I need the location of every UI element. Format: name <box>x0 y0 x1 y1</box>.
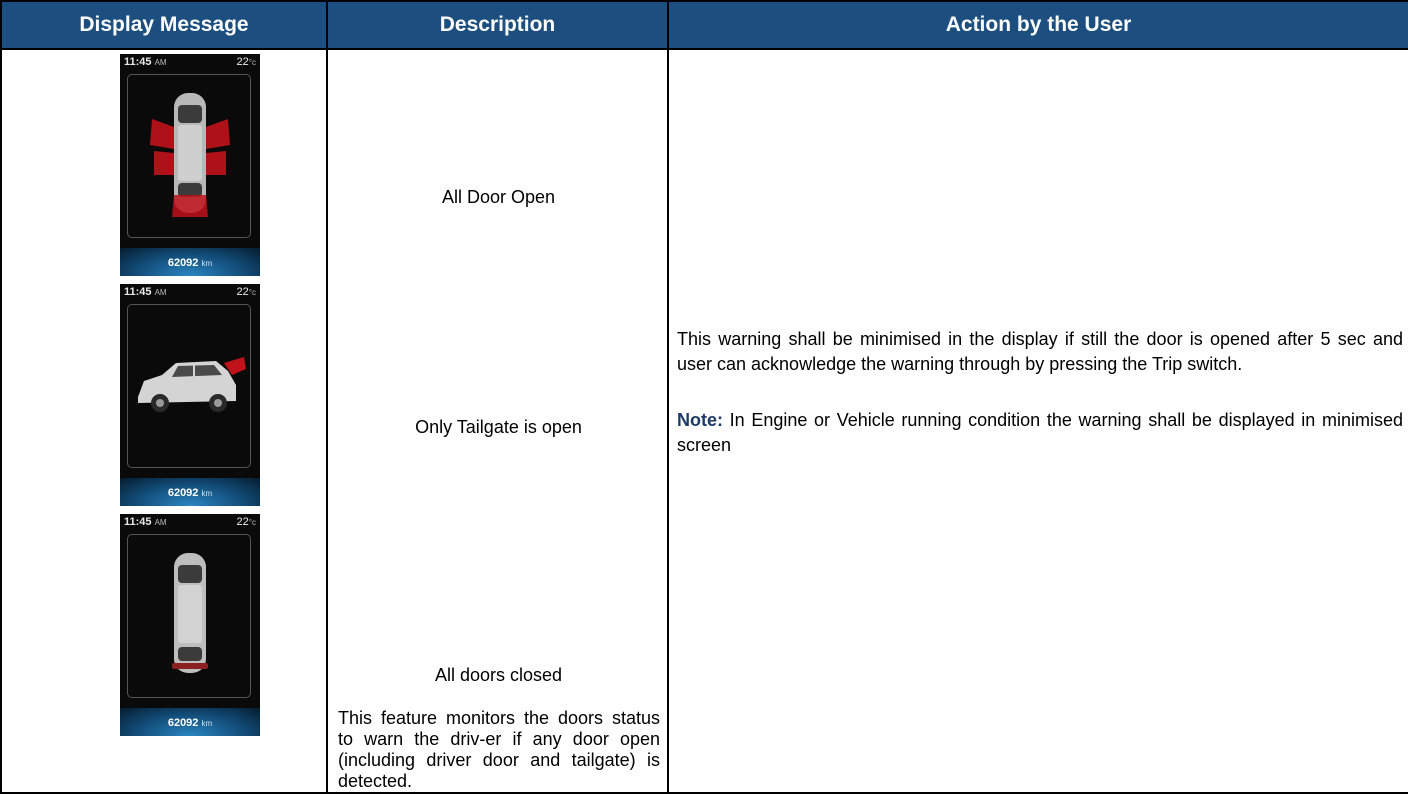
desc-all-door-open: All Door Open <box>441 187 556 207</box>
temperature: 22°c <box>236 286 256 298</box>
temperature: 22°c <box>236 516 256 528</box>
table-row <box>1 49 1408 793</box>
action-paragraph: This warning shall be minimised in the display if still the door is opened after 5 sec and user can acknowledge the warning through by pressing the Trip switch. <box>677 329 1403 374</box>
action-note <box>677 408 1403 458</box>
note-text: In Engine or Vehicle running condition the warning shall be displayed in minimised screen <box>677 410 1403 455</box>
clock: 11:45 AM <box>124 516 167 528</box>
desc-tailgate-open: Only Tailgate is open <box>415 417 582 437</box>
odometer: 62092 km <box>120 708 260 736</box>
desc-feature-text: This feature monitors the doors status to warn the driv-er if any door open (including driver door and tailgate) is detected. <box>338 708 660 791</box>
temperature: 22°c <box>236 56 256 68</box>
cluster-screen-tailgate-open <box>120 284 260 506</box>
desc-all-doors-closed: All doors closed <box>434 665 563 685</box>
header-row <box>1 1 1408 49</box>
car-top-doors-closed-icon <box>128 535 252 695</box>
clock: 11:45 AM <box>124 56 167 68</box>
action-cell <box>668 49 1408 793</box>
car-side-tailgate-open-icon <box>128 305 252 465</box>
header-description: Description <box>327 1 668 49</box>
clock: 11:45 AM <box>124 286 167 298</box>
odometer: 62092 km <box>120 478 260 506</box>
note-label: Note: <box>677 410 723 430</box>
description-cell <box>327 49 668 793</box>
header-action: Action by the User <box>668 1 1408 49</box>
cluster-screen-all-doors-open <box>120 54 260 276</box>
odometer: 62092 km <box>120 248 260 276</box>
display-message-cell <box>1 49 327 793</box>
cluster-screen-doors-closed <box>120 514 260 736</box>
header-display-message: Display Message <box>1 1 327 49</box>
car-top-all-doors-open-icon <box>128 75 252 235</box>
